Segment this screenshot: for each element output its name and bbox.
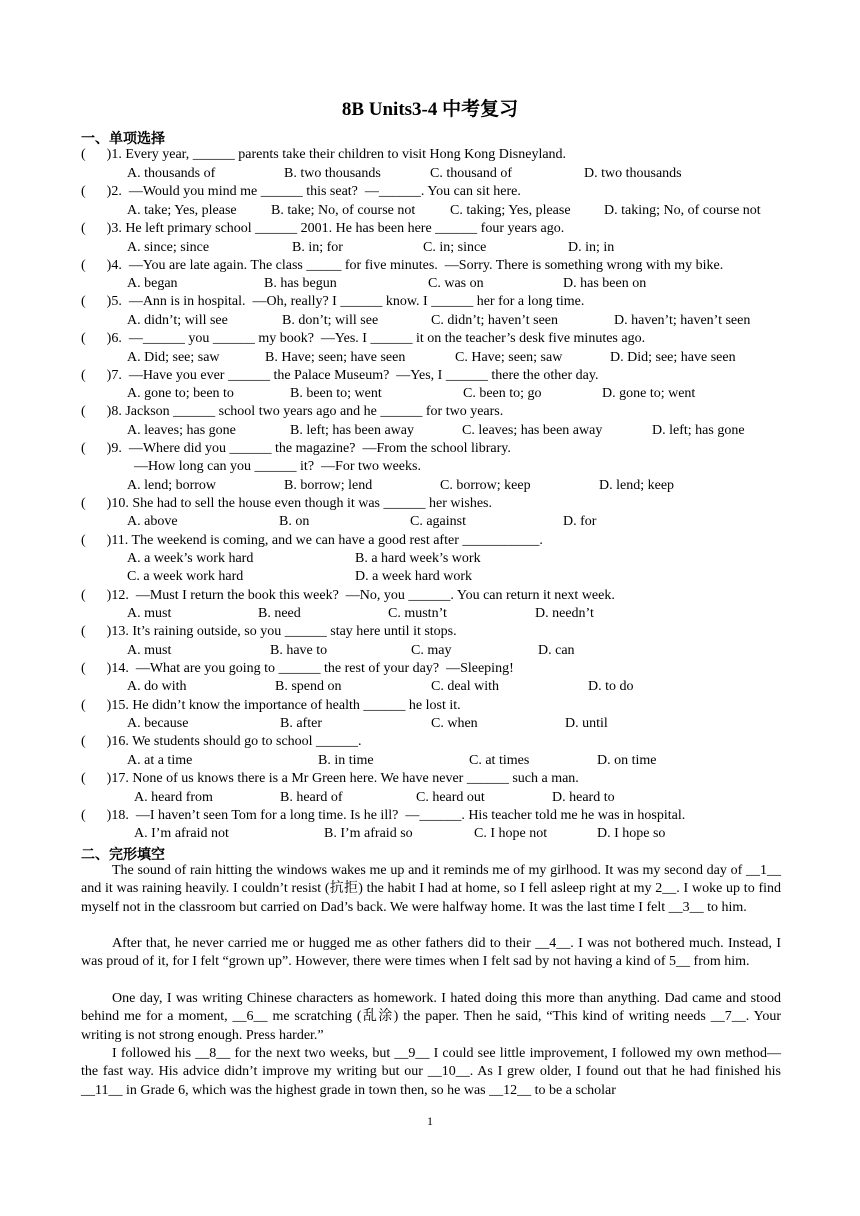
question-stem: ( )14. —What are you going to ______ the rest of your day? —Sleeping! <box>81 661 514 676</box>
page-number: 1 <box>427 1114 433 1128</box>
option-c: C. against <box>410 514 466 529</box>
option-a: A. began <box>127 276 178 291</box>
cloze-paragraph: One day, I was writing Chinese characters as homework. I hated doing this more than anything. Dad came and stood behind me for a moment, __6__ me scratching (乱涂) the paper. Then he said, “This kind of writing needs __7__. Your writing is not strong enough. Press harder.” <box>81 991 781 1043</box>
question-stem-continued: —How long can you ______ it? —For two weeks. <box>134 459 421 474</box>
question-stem: ( )17. None of us knows there is a Mr Green here. We have never ______ such a man. <box>81 771 579 786</box>
option-c: C. been to; go <box>463 386 542 401</box>
option-a: A. heard from <box>134 790 213 805</box>
option-a: A. Did; see; saw <box>127 350 220 365</box>
option-b: B. in; for <box>292 240 343 255</box>
option-a: A. thousands of <box>127 166 216 181</box>
option-a: A. I’m afraid not <box>134 826 229 841</box>
option-b: B. has begun <box>264 276 337 291</box>
option-c: C. Have; seen; saw <box>455 350 563 365</box>
option-d: D. until <box>565 716 608 731</box>
option-c: C. leaves; has been away <box>462 423 603 438</box>
option-d: D. I hope so <box>597 826 666 841</box>
question-stem: ( )1. Every year, ______ parents take their children to visit Hong Kong Disneyland. <box>81 147 567 162</box>
option-a: A. because <box>127 716 189 731</box>
option-a: A. didn’t; will see <box>127 313 228 328</box>
option-d: D. heard to <box>552 790 615 805</box>
option-b: B. spend on <box>275 679 342 694</box>
option-a: A. gone to; been to <box>127 386 234 401</box>
option-a: A. above <box>127 514 178 529</box>
option-b: B. in time <box>318 753 374 768</box>
question-stem: ( )5. —Ann is in hospital. —Oh, really? I ______ know. I ______ her for a long time. <box>81 294 585 309</box>
cloze-paragraph: After that, he never carried me or hugged me as other fathers did to their __4__. I was not bothered much. Instead, I was proud of it, for I felt “grown up”. However, there were times when I felt sad by not having a kind of 5__ from him. <box>81 936 781 970</box>
option-a: A. at a time <box>127 753 193 768</box>
option-d: D. on time <box>597 753 657 768</box>
option-a: A. since; since <box>127 240 210 255</box>
option-d: D. gone to; went <box>602 386 696 401</box>
option-c: C. heard out <box>416 790 485 805</box>
option-d: D. can <box>538 643 575 658</box>
cloze-paragraph: The sound of rain hitting the windows wakes me up and it reminds me of my girlhood. It was my second day of __1__ and it was raining heavily. I couldn’t resist (抗拒) the habit I had at home, so I fell asleep right at my 2__. I woke up to find myself not in the classroom but carried on Dad’s back. We were halfway home. It was the last time I felt __3__ to him. <box>81 863 781 915</box>
question-stem: ( )13. It’s raining outside, so you ______ stay here until it stops. <box>81 624 457 639</box>
option-a: A. take; Yes, please <box>127 203 237 218</box>
question-stem: ( )7. —Have you ever ______ the Palace Museum? —Yes, I ______ there the other day. <box>81 368 599 383</box>
question-stem: ( )3. He left primary school ______ 2001. He has been here ______ four years ago. <box>81 221 565 236</box>
option-b: B. been to; went <box>290 386 382 401</box>
option-d: D. needn’t <box>535 606 594 621</box>
question-stem: ( )12. —Must I return the book this week? —No, you ______. You can return it next week. <box>81 588 615 603</box>
option-d: D. in; in <box>568 240 615 255</box>
section-heading-cloze: 二、完形填空 <box>81 848 165 863</box>
option-b: B. a hard week’s work <box>355 551 481 566</box>
option-d: D. taking; No, of course not <box>604 203 761 218</box>
option-b: B. don’t; will see <box>282 313 379 328</box>
option-c: C. thousand of <box>430 166 513 181</box>
question-stem: ( )16. We students should go to school ______. <box>81 734 362 749</box>
question-stem: ( )4. —You are late again. The class _____ for five minutes. —Sorry. There is something wrong with my bike. <box>81 258 724 273</box>
question-stem: ( )2. —Would you mind me ______ this seat? —______. You can sit here. <box>81 184 521 199</box>
option-a: A. must <box>127 606 172 621</box>
option-c: C. deal with <box>431 679 500 694</box>
option-b: B. on <box>279 514 310 529</box>
option-d: D. lend; keep <box>599 478 675 493</box>
option-c: C. at times <box>469 753 530 768</box>
option-b: B. borrow; lend <box>284 478 373 493</box>
question-stem: ( )9. —Where did you ______ the magazine? —From the school library. <box>81 441 511 456</box>
option-b: B. Have; seen; have seen <box>265 350 406 365</box>
option-b: B. I’m afraid so <box>324 826 413 841</box>
option-b: B. need <box>258 606 301 621</box>
option-d: D. has been on <box>563 276 647 291</box>
question-stem: ( )10. She had to sell the house even though it was ______ her wishes. <box>81 496 492 511</box>
page-title: 8B Units3-4 中考复习 <box>341 99 519 120</box>
option-c: C. may <box>411 643 452 658</box>
option-c: C. I hope not <box>474 826 548 841</box>
question-stem: ( )11. The weekend is coming, and we can have a good rest after ___________. <box>81 533 543 548</box>
option-b: B. left; has been away <box>290 423 415 438</box>
option-b: B. after <box>280 716 322 731</box>
question-stem: ( )6. —______ you ______ my book? —Yes. I ______ it on the teacher’s desk five minutes ago. <box>81 331 646 346</box>
option-d: D. Did; see; have seen <box>610 350 736 365</box>
option-c: C. in; since <box>423 240 487 255</box>
option-c: C. a week work hard <box>127 569 244 584</box>
question-stem: ( )15. He didn’t know the importance of health ______ he lost it. <box>81 698 461 713</box>
option-c: C. was on <box>428 276 484 291</box>
option-a: A. must <box>127 643 172 658</box>
option-b: B. heard of <box>280 790 343 805</box>
question-stem: ( )8. Jackson ______ school two years ago and he ______ for two years. <box>81 404 504 419</box>
option-c: C. didn’t; haven’t seen <box>431 313 559 328</box>
option-c: C. mustn’t <box>388 606 447 621</box>
option-d: D. two thousands <box>584 166 682 181</box>
option-a: A. leaves; has gone <box>127 423 236 438</box>
option-a: A. a week’s work hard <box>127 551 254 566</box>
option-c: C. when <box>431 716 478 731</box>
option-b: B. take; No, of course not <box>271 203 416 218</box>
question-stem: ( )18. —I haven’t seen Tom for a long time. Is he ill? —______. His teacher told me he was in hospital. <box>81 808 686 823</box>
section-heading-multiple-choice: 一、单项选择 <box>81 132 165 147</box>
option-a: A. lend; borrow <box>127 478 217 493</box>
option-c: C. borrow; keep <box>440 478 531 493</box>
option-d: D. haven’t; haven’t seen <box>614 313 751 328</box>
option-d: D. left; has gone <box>652 423 745 438</box>
option-d: D. to do <box>588 679 634 694</box>
option-c: C. taking; Yes, please <box>450 203 571 218</box>
cloze-paragraph: I followed his __8__ for the next two weeks, but __9__ I could see little improvement, I followed my own method—the fast way. His advice didn’t improve my writing but our __10__. As I grew older, I found out that he had finished his __11__ in Grade 6, which was the highest grade in town then, so he was __12__ to be a scholar <box>81 1046 781 1098</box>
option-b: B. two thousands <box>284 166 381 181</box>
option-d: D. for <box>563 514 597 529</box>
option-b: B. have to <box>270 643 328 658</box>
option-d: D. a week hard work <box>355 569 473 584</box>
option-a: A. do with <box>127 679 187 694</box>
